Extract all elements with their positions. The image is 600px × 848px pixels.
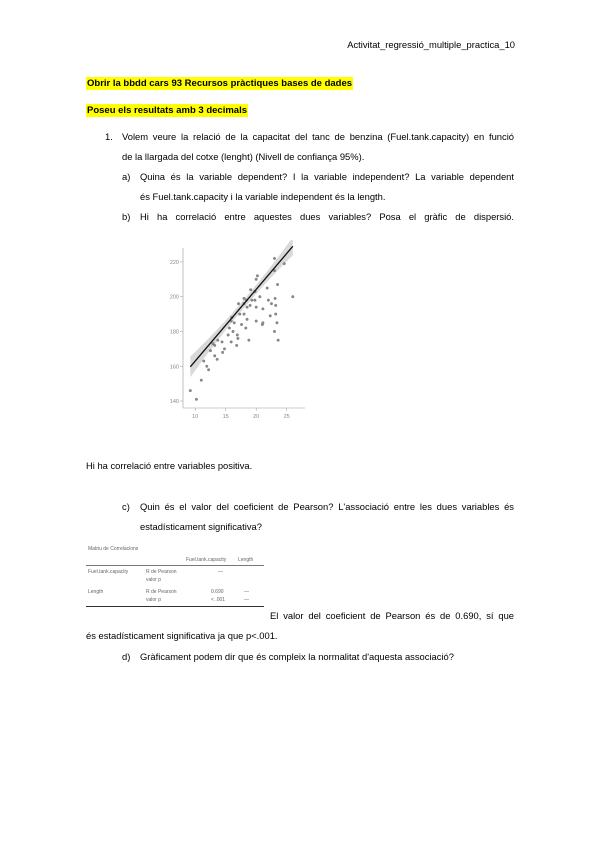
x-tick-label: 10 xyxy=(192,414,199,420)
data-point xyxy=(209,349,212,352)
data-point xyxy=(221,351,224,354)
question-1-line-2: de la llargada del cotxe (lenght) (Nivell de confiança 95%). xyxy=(122,151,365,162)
data-point xyxy=(249,304,252,307)
table-row1-stat1: R de Pearson xyxy=(146,569,177,575)
data-point xyxy=(213,355,216,358)
data-point xyxy=(274,313,277,316)
data-point xyxy=(243,297,246,300)
data-point xyxy=(200,379,203,382)
y-tick-label: 180 xyxy=(169,329,179,336)
answer-c-line-2: és estadísticament significativa ja que p<.001. xyxy=(86,630,278,641)
y-tick-label: 200 xyxy=(169,294,179,301)
data-point xyxy=(270,302,273,305)
data-point xyxy=(277,339,280,342)
data-point xyxy=(240,323,243,326)
data-point xyxy=(254,299,257,302)
data-point xyxy=(213,344,216,347)
data-point xyxy=(292,295,295,298)
data-point xyxy=(216,339,219,342)
scatter-plot xyxy=(150,240,310,428)
table-rule-top xyxy=(86,565,264,566)
data-point xyxy=(216,358,219,361)
data-point xyxy=(238,313,241,316)
subquestion-c-line-1: Quin és el valor del coeficient de Pearson? L'associació entre les dues variables és xyxy=(140,501,514,512)
subquestion-a-line-1: Quina és la variable dependent? I la variable independent? La variable dependent xyxy=(140,171,514,182)
table-row2-p: < .001 xyxy=(211,597,226,603)
subquestion-c-line-2: estadísticament significativa? xyxy=(140,521,262,532)
data-point xyxy=(283,262,286,265)
data-point xyxy=(232,330,235,333)
table-row1-var: Fuel.tank.capacity xyxy=(88,569,129,575)
data-point xyxy=(221,341,224,344)
subquestion-b-line-1: Hi ha correlació entre aquestes dues variables? Posa el gràfic de dispersió. xyxy=(140,211,514,222)
table-row2-dash2: — xyxy=(244,597,249,603)
x-tick-label: 20 xyxy=(253,414,260,420)
table-row1-val: — xyxy=(218,569,223,575)
data-point xyxy=(262,308,265,311)
data-point xyxy=(251,299,254,302)
data-point xyxy=(273,330,276,333)
answer-b: Hi ha correlació entre variables positiva. xyxy=(86,460,253,471)
data-point xyxy=(195,398,198,401)
question-number: 1. xyxy=(105,131,113,142)
data-point xyxy=(245,327,248,330)
table-header-fuel: Fuel.tank.capacity xyxy=(186,557,227,563)
subquestion-c-label: c) xyxy=(122,501,130,512)
table-row2-stat2: valor p xyxy=(146,597,162,603)
correlation-table xyxy=(86,544,264,608)
data-point xyxy=(233,321,236,324)
data-point xyxy=(276,283,279,286)
data-point xyxy=(246,306,249,309)
x-tick-label: 25 xyxy=(283,414,290,420)
data-point xyxy=(189,389,192,392)
regression-line xyxy=(190,246,292,367)
data-point xyxy=(262,321,265,324)
data-point xyxy=(266,287,269,290)
data-point xyxy=(273,257,276,260)
y-tick-label: 160 xyxy=(169,364,179,371)
y-tick-label: 140 xyxy=(169,399,179,406)
subquestion-d-line-1: Gràficament podem dir que és compleix la normalitat d'aquesta associació? xyxy=(140,651,454,662)
data-point xyxy=(255,278,258,281)
table-row2-stat1: R de Pearson xyxy=(146,589,177,595)
y-tick-label: 220 xyxy=(169,259,179,266)
table-rule-bottom xyxy=(86,606,264,607)
data-point xyxy=(255,320,258,323)
data-point xyxy=(237,302,240,305)
x-tick-label: 15 xyxy=(222,414,229,420)
instruction-line-1: Obrir la bbdd cars 93 Recursos pràctiques bases de dades xyxy=(87,78,353,89)
data-point xyxy=(207,368,210,371)
table-row1-stat2: valor p xyxy=(146,577,162,583)
data-point xyxy=(267,299,270,302)
data-point xyxy=(235,344,238,347)
data-point xyxy=(255,306,258,309)
data-point xyxy=(228,327,231,330)
data-point xyxy=(259,295,262,298)
document-title: Activitat_regressió_multiple_practica_10 xyxy=(347,39,515,50)
data-point xyxy=(276,321,279,324)
data-point xyxy=(274,304,277,307)
confidence-band xyxy=(190,240,292,377)
data-point xyxy=(246,318,249,321)
data-point xyxy=(243,313,246,316)
table-row2-dash1: — xyxy=(244,589,249,595)
data-point xyxy=(205,365,208,368)
subquestion-d-label: d) xyxy=(122,651,131,662)
instruction-line-2: Poseu els resultats amb 3 decimals xyxy=(87,105,247,116)
data-point xyxy=(274,297,277,300)
data-point xyxy=(227,334,230,337)
question-1-line-1: Volem veure la relació de la capacitat del tanc de benzina (Fuel.tank.capacity) en funció xyxy=(122,131,514,142)
table-title: Matriu de Correlacions xyxy=(88,546,139,552)
table-row2-var: Length xyxy=(88,589,104,595)
data-point xyxy=(269,315,272,318)
subquestion-b-label: b) xyxy=(122,211,131,222)
data-point xyxy=(256,275,259,278)
subquestion-a-label: a) xyxy=(122,171,131,182)
subquestion-a-line-2: és Fuel.tank.capacity i la variable independent és la length. xyxy=(140,191,386,202)
data-point xyxy=(249,288,252,291)
data-point xyxy=(248,339,251,342)
data-point xyxy=(223,348,226,351)
data-point xyxy=(202,360,205,363)
answer-c-line-1: El valor del coeficient de Pearson és de 0.690, sí que xyxy=(270,610,514,621)
table-row2-r: 0.690 xyxy=(211,589,224,595)
data-point xyxy=(237,337,240,340)
data-point xyxy=(236,334,239,337)
data-point xyxy=(230,341,233,344)
table-header-length: Length xyxy=(238,557,254,563)
